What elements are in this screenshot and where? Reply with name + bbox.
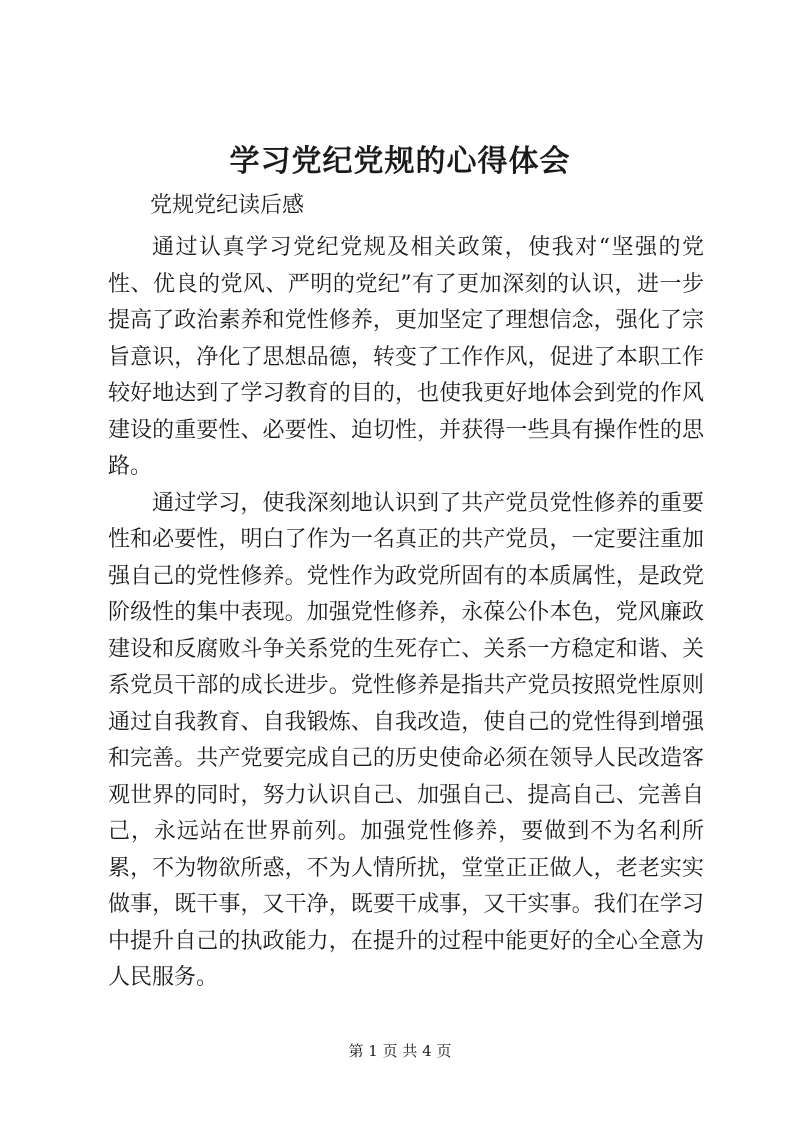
paragraph: 通过认真学习党纪党规及相关政策，使我对“坚强的党性、优良的党风、严明的党纪”有了更加深刻的认识，进一步提高了政治素养和党性修养，更加坚定了理想信念，强化了宗旨意识，净化了思想品德，转变了工作作风，促进了本职工作较好地达到了学习教育的目的，也使我更好地体会到党的作风建设的重要性、必要性、迫切性，并获得一些具有操作性的思路。 [108, 235, 704, 479]
document-title: 学习党纪党规的心得体会 [229, 144, 571, 179]
paragraph: 通过学习，使我深刻地认识到了共产党员党性修养的重要性和必要性，明白了作为一名真正的共产党员，一定要注重加强自己的党性修养。党性作为政党所固有的本质属性，是政党阶级性的集中表现。加强党性修养，永葆公仆本色，党风廉政建设和反腐败斗争关系党的生死存亡、关系一方稳定和谐、关系党员干部的成长进步。党性修养是指共产党员按照党性原则通过自我教育、自我锻炼、自我改造，使自己的党性得到增强和完善。共产党要完成自己的历史使命必须在领导人民改造客观世界的同时，努力认识自己、加强自己、提高自己、完善自己，永远站在世界前列。加强党性修养，要做到不为名利所累，不为物欲所惑，不为人情所扰，堂堂正正做人，老老实实做事，既干事，又干净，既要干成事，又干实事。我们在学习中提升自己的执政能力，在提升的过程中能更好的全心全意为人民服务。 [108, 490, 704, 990]
document-body [108, 230, 704, 997]
document-subtitle: 党规党纪读后感 [150, 193, 305, 218]
page-number-footer: 第 1 页 共 4 页 [348, 1042, 452, 1060]
